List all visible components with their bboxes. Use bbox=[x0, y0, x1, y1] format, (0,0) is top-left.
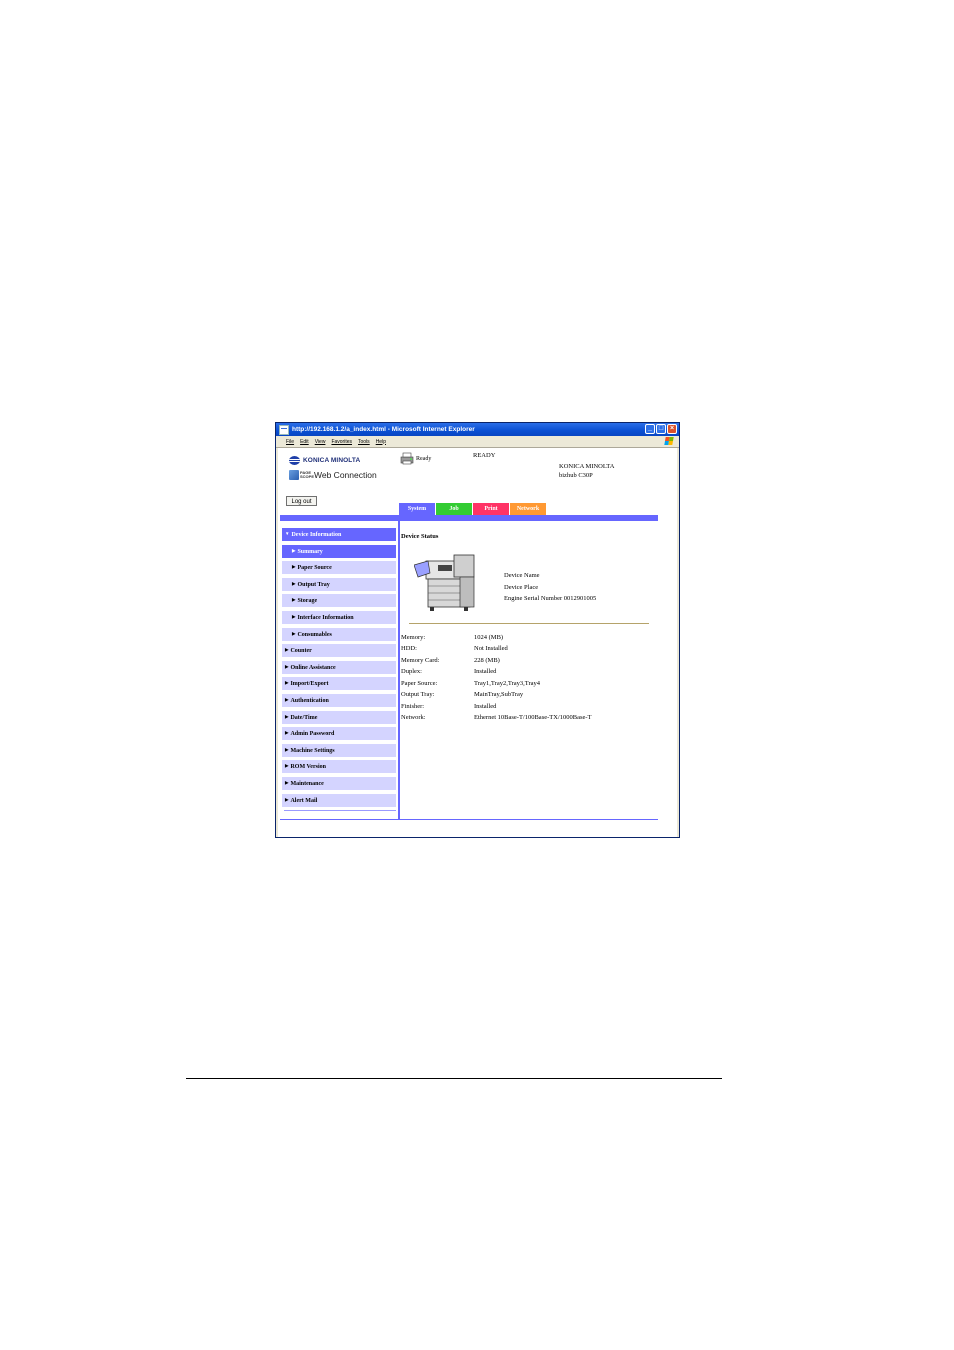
sidebar bbox=[282, 528, 396, 811]
sidebar-item-paper-source[interactable]: ▶ Paper Source bbox=[282, 561, 396, 574]
sidebar-item-admin-password[interactable]: ▶ Admin Password bbox=[282, 727, 396, 740]
menu-view[interactable]: View bbox=[314, 438, 326, 445]
sidebar-item-label: Maintenance bbox=[290, 780, 324, 787]
konica-globe-icon bbox=[289, 456, 300, 465]
pagescope-logo bbox=[289, 470, 377, 480]
tab-print[interactable]: Print bbox=[473, 503, 509, 515]
main-tabs bbox=[399, 503, 546, 515]
brand-text: KONICA MINOLTA bbox=[303, 457, 361, 464]
windows-flag-icon bbox=[664, 437, 673, 445]
sidebar-item-label: Output Tray bbox=[297, 581, 330, 588]
sidebar-item-counter[interactable]: ▶ Counter bbox=[282, 644, 396, 657]
spec-value: Installed bbox=[474, 668, 497, 675]
page-viewport bbox=[278, 448, 677, 837]
printer-status-icon bbox=[400, 452, 414, 465]
menu-edit[interactable]: Edit bbox=[300, 438, 309, 445]
browser-window bbox=[275, 422, 680, 838]
device-maker: KONICA MINOLTA bbox=[559, 463, 615, 470]
spec-label: Output Tray: bbox=[401, 691, 435, 698]
sidebar-item-label: Counter bbox=[290, 648, 312, 655]
sidebar-item-label: ROM Version bbox=[290, 764, 326, 771]
sidebar-item-device-information[interactable]: ▼ Device Information bbox=[282, 528, 396, 541]
tab-network[interactable]: Network bbox=[510, 503, 546, 515]
engine-serial-number: Engine Serial Number 0012901005 bbox=[504, 595, 597, 602]
tab-job[interactable]: Job bbox=[436, 503, 472, 515]
logout-button[interactable]: Log out bbox=[286, 496, 317, 506]
spec-value: MainTray,SubTray bbox=[474, 691, 524, 698]
pagescope-icon bbox=[289, 470, 299, 480]
spec-label: Paper Source: bbox=[401, 680, 438, 687]
sidebar-item-label: Summary bbox=[297, 548, 323, 555]
spec-label: Duplex: bbox=[401, 668, 422, 675]
sidebar-item-label: Paper Source bbox=[297, 565, 332, 572]
menu-bar bbox=[276, 436, 679, 448]
sidebar-item-storage[interactable]: ▶ Storage bbox=[282, 594, 396, 607]
spec-label: Memory: bbox=[401, 634, 426, 641]
device-name-label: Device Name bbox=[504, 572, 540, 579]
page-title: Device Status bbox=[401, 533, 439, 540]
spec-label: Finisher: bbox=[401, 703, 425, 710]
window-title: http://192.168.1.2/a_index.html - Microsoft Internet Explorer bbox=[292, 426, 475, 433]
spec-label: Network: bbox=[401, 714, 426, 721]
spec-value: Not Installed bbox=[474, 645, 508, 652]
spec-value: 228 (MB) bbox=[474, 657, 500, 664]
status-ready-label: Ready bbox=[416, 456, 432, 462]
ie-page-icon bbox=[279, 425, 289, 435]
menu-file[interactable]: File bbox=[286, 438, 295, 445]
sidebar-item-label: Storage bbox=[297, 598, 318, 605]
close-button[interactable]: × bbox=[667, 424, 677, 434]
spec-label: HDD: bbox=[401, 645, 417, 652]
sidebar-item-import-export[interactable]: ▶ Import/Export bbox=[282, 677, 396, 690]
sidebar-item-online-assistance[interactable]: ▶ Online Assistance bbox=[282, 661, 396, 674]
menu-tools[interactable]: Tools bbox=[358, 438, 370, 445]
sidebar-item-machine-settings[interactable]: ▶ Machine Settings bbox=[282, 744, 396, 757]
sidebar-item-authentication[interactable]: ▶ Authentication bbox=[282, 694, 396, 707]
spec-value: Ethernet 10Base-T/100Base-TX/1000Base-T bbox=[474, 714, 592, 721]
konica-minolta-logo bbox=[289, 456, 360, 465]
sidebar-item-date-time[interactable]: ▶ Date/Time bbox=[282, 711, 396, 724]
content-separator bbox=[409, 623, 649, 624]
menu-favorites[interactable]: Favorites bbox=[331, 438, 352, 445]
spec-value: Installed bbox=[474, 703, 497, 710]
spec-value: Tray1,Tray2,Tray3,Tray4 bbox=[474, 680, 541, 687]
sidebar-item-label: Alert Mail bbox=[290, 797, 318, 804]
header-divider-bar bbox=[280, 515, 658, 521]
product-prefix: PAGE SCOPE bbox=[300, 470, 315, 479]
sidebar-item-output-tray[interactable]: ▶ Output Tray bbox=[282, 578, 396, 591]
product-name: Web Connection bbox=[314, 470, 377, 480]
sidebar-item-label: Device Information bbox=[291, 532, 342, 538]
menu-help[interactable]: Help bbox=[375, 438, 386, 445]
sidebar-item-maintenance[interactable]: ▶ Maintenance bbox=[282, 777, 396, 790]
footer-line bbox=[280, 819, 658, 820]
minimize-button[interactable]: _ bbox=[645, 424, 655, 434]
title-bar[interactable] bbox=[276, 423, 679, 436]
sidebar-item-summary[interactable]: ▶ Summary bbox=[282, 545, 396, 558]
status-ready-text: READY bbox=[473, 452, 496, 459]
device-place-label: Device Place bbox=[504, 584, 539, 591]
sidebar-item-label: Interface Information bbox=[297, 614, 354, 621]
tab-system[interactable]: System bbox=[399, 503, 435, 515]
spec-value: 1024 (MB) bbox=[474, 634, 504, 641]
printer-image bbox=[414, 551, 478, 613]
sidebar-item-label: Authentication bbox=[290, 697, 329, 704]
spec-label: Memory Card: bbox=[401, 657, 440, 664]
document-footer-rule bbox=[186, 1078, 722, 1079]
sidebar-item-label: Online Assistance bbox=[290, 664, 336, 671]
sidebar-item-label: Consumables bbox=[297, 631, 332, 638]
sidebar-item-interface-information[interactable]: ▶ Interface Information bbox=[282, 611, 396, 624]
sidebar-end-line bbox=[284, 810, 396, 811]
sidebar-item-alert-mail[interactable]: ▶ Alert Mail bbox=[282, 794, 396, 807]
sidebar-item-consumables[interactable]: ▶ Consumables bbox=[282, 628, 396, 641]
sidebar-item-label: Import/Export bbox=[290, 681, 329, 688]
sidebar-divider bbox=[398, 521, 400, 819]
sidebar-item-label: Date/Time bbox=[290, 714, 318, 721]
sidebar-item-label: Admin Password bbox=[290, 731, 335, 738]
sidebar-item-rom-version[interactable]: ▶ ROM Version bbox=[282, 760, 396, 773]
device-model: bizhub C30P bbox=[559, 472, 593, 479]
sidebar-item-label: Machine Settings bbox=[290, 747, 335, 754]
maximize-button[interactable]: □ bbox=[656, 424, 666, 434]
